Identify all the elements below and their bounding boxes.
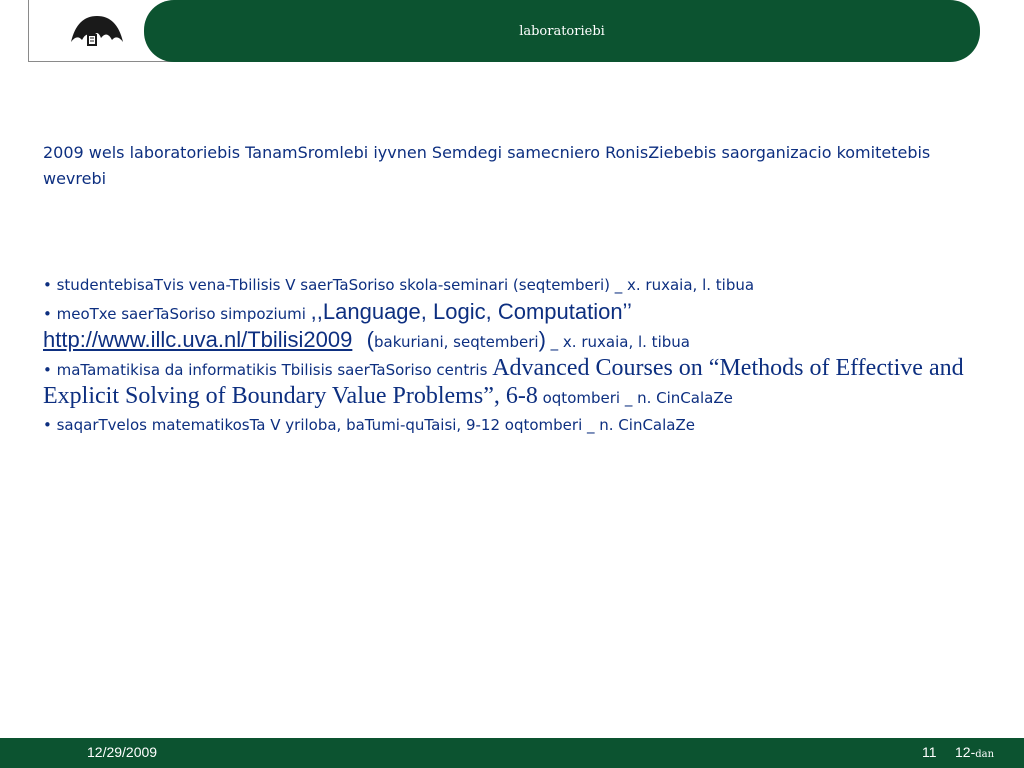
bullet-item-2 bbox=[43, 299, 973, 355]
symposium-link[interactable]: http://www.illc.uva.nl/Tbilisi2009 bbox=[43, 327, 353, 352]
bullet-3-suffix: oqtomberi _ n. CinCalaZe bbox=[537, 389, 733, 407]
slide-number: 11 bbox=[922, 744, 937, 760]
close-paren: ) bbox=[538, 327, 546, 352]
bullet-2-location: bakuriani, seqtemberi bbox=[374, 333, 539, 351]
title-bar bbox=[144, 0, 980, 62]
advanced-courses-title: Advanced Courses on “Methods of Effective and Explicit Solving of Boundary Value Problems”, 6-8 bbox=[43, 355, 964, 409]
intro-paragraph: 2009 wels laboratoriebis TanamSromlebi iyvnen Semdegi samecniero RonisZiebebis saorganizacio komitetebis wevrebi bbox=[43, 143, 931, 188]
bullet-item-3 bbox=[43, 355, 973, 411]
bullet-item-1: • studentebisaTvis vena-Tbilisis V saerTaSoriso skola-seminari (seqtemberi) _ x. ruxaia, l. tibua bbox=[43, 276, 755, 294]
footer-date: 12/29/2009 bbox=[87, 744, 158, 760]
slide-total-prefix: 12- bbox=[955, 744, 976, 760]
bullet-2-prefix: • meoTxe saerTaSoriso simpoziumi bbox=[43, 305, 311, 323]
slide-content bbox=[43, 140, 973, 439]
bullet-3-prefix: • maTamatikisa da informatikis Tbilisis saerTaSoriso centris bbox=[43, 361, 493, 379]
bullet-item-4: • saqarTvelos matematikosTa V yriloba, baTumi-quTaisi, 9-12 oqtomberi _ n. CinCalaZe bbox=[43, 416, 695, 434]
slide-total-suffix: dan bbox=[975, 749, 995, 760]
slide-title: laboratoriebi bbox=[519, 23, 605, 39]
open-paren: ( bbox=[366, 327, 374, 352]
bullet-list bbox=[43, 271, 973, 439]
slide-total bbox=[955, 744, 994, 760]
institute-logo-icon bbox=[67, 12, 127, 50]
footer-bar bbox=[0, 738, 1024, 768]
symposium-title: ,,Language, Logic, Computation’’ bbox=[310, 299, 632, 324]
bullet-2-suffix: _ x. ruxaia, l. tibua bbox=[545, 333, 690, 351]
